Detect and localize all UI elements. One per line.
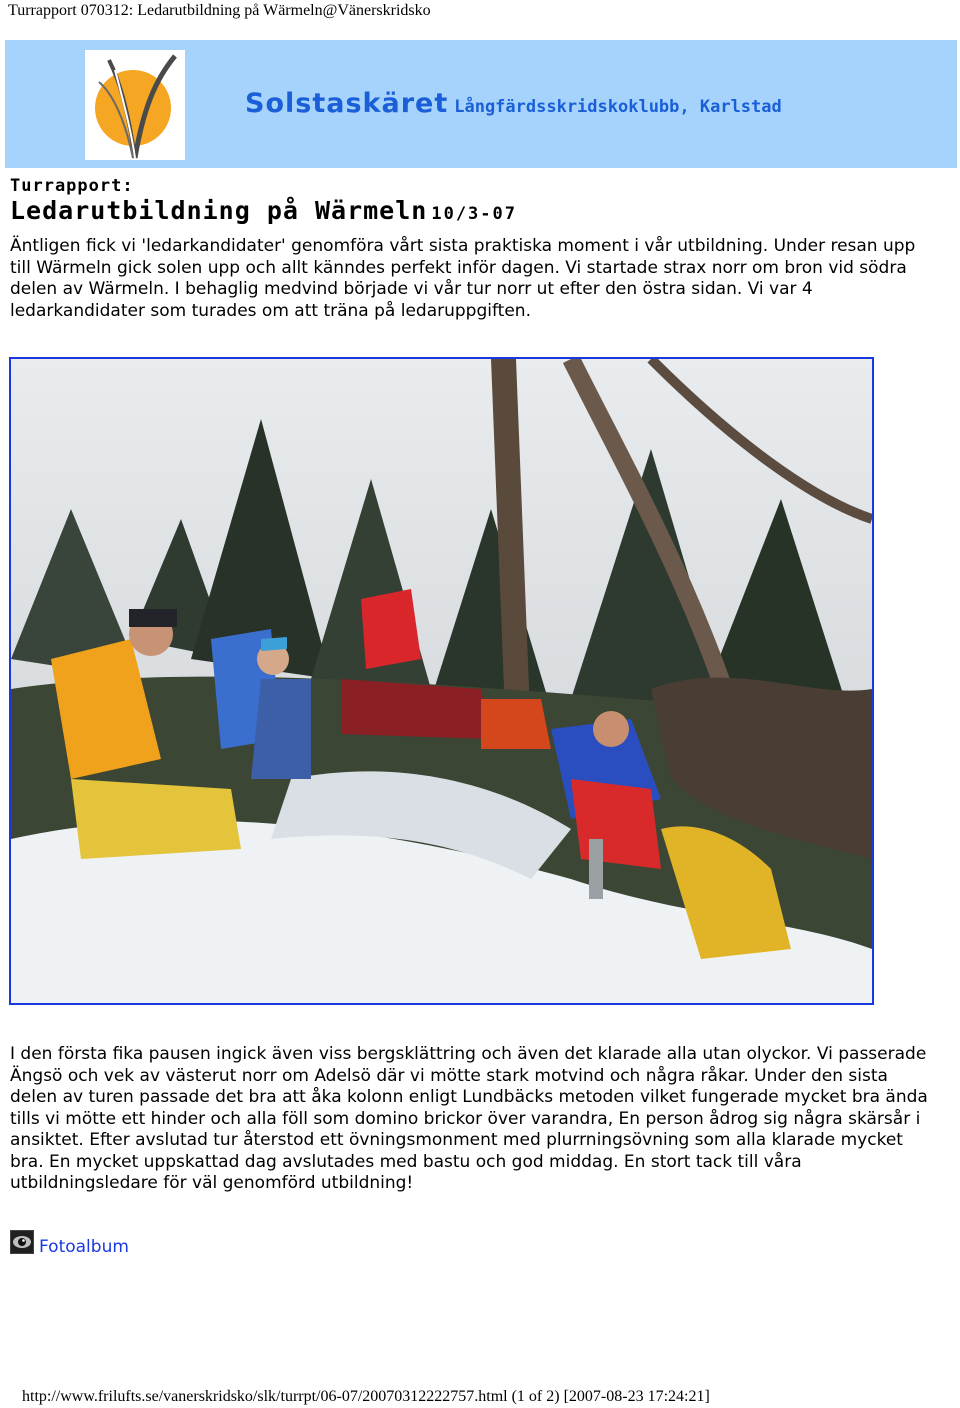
site-title	[245, 88, 782, 119]
group-photo[interactable]	[9, 357, 874, 1005]
winter-forest-group-photo	[11, 359, 872, 1003]
camera-eye-icon[interactable]	[10, 1230, 34, 1254]
report-label: Turrapport:	[10, 176, 134, 196]
sun-grass-logo-icon	[85, 50, 185, 160]
body-paragraph: I den första fika pausen ingick även viss bergsklättring och även det klarade alla utan olyckor. Vi passerade Ängsö och vek av västerut norr om Adelsö där vi mötte stark motvind och några råkar. Under den sista delen av turen passade det bra att åka kolonn enligt Lundbäcks metoden vilket fungerade mycket bra ända tills vi mötte ett hinder och alla föll som domino brickor över varandra, En person ådrog sig några skärsår i ansiktet. Efter avslutad tur återstod ett övningsmonment med plurrningsövning som alla klarade mycket bra. En mycket uppskattad dag avslutades med bastu och god middag. En stort tack till våra utbildningsledare för väl genomförd utbildning!	[10, 1044, 928, 1193]
print-footer: http://www.frilufts.se/vanerskridsko/slk/turrpt/06-07/20070312222757.html (1 of 2) [2007-08-23 17:24:21]	[22, 1388, 710, 1405]
print-header: Turrapport 070312: Ledarutbildning på Wärmeln@Vänerskridsko	[8, 2, 431, 19]
site-subtitle: Långfärdsskridskoklubb, Karlstad	[454, 97, 782, 117]
report-title: Ledarutbildning på Wärmeln	[10, 196, 428, 225]
photo-album-link[interactable]	[10, 1230, 129, 1257]
report-heading	[10, 196, 517, 225]
report-date: 10/3-07	[431, 204, 517, 224]
fotoalbum-link[interactable]: Fotoalbum	[39, 1237, 129, 1257]
intro-paragraph: Äntligen fick vi 'ledarkandidater' genomföra vårt sista praktiska moment i vår utbildning. Under resan upp till Wärmeln gick solen upp och allt känndes perfekt inför dagen. Vi startade strax norr om bron vid södra delen av Wärmeln. I behaglig medvind började vi vår tur norr ut efter den östra sidan. Vi var 4 ledarkandidater som turades om att träna på ledaruppgiften.	[10, 236, 916, 321]
club-logo[interactable]	[85, 50, 185, 160]
site-name: Solstaskäret	[245, 88, 449, 119]
site-banner	[5, 40, 957, 168]
